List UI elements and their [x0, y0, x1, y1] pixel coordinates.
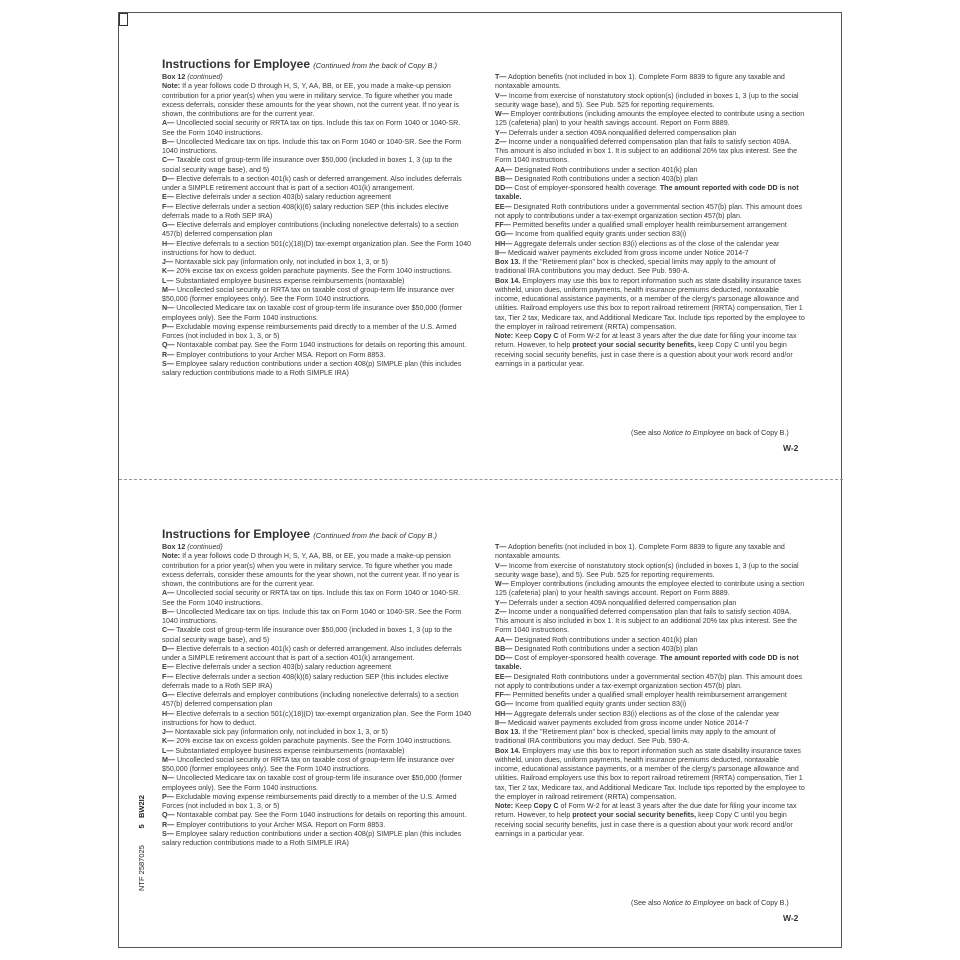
instruction-text: Adoption benefits (not included in box 1). Complete Form 8839 to figure any taxable and nontaxable amounts.: [495, 73, 785, 91]
instruction-text: Elective deferrals to a section 401(k) cash or deferred arrangement. Also includes deferrals under a SIMPLE retirement account that is part of a section 401(k) arrangement.: [162, 174, 462, 192]
instruction-item: [162, 774, 472, 793]
instruction-code: HH—: [495, 239, 513, 248]
instruction-text: Uncollected social security or RRTA tax on taxable cost of group-term life insurance over $50,000 (former employees only). See the Form 1040 instructions.: [162, 285, 455, 303]
instruction-item: [162, 156, 472, 175]
instruction-code: EE—: [495, 202, 512, 211]
instruction-text: Elective deferrals under a section 408(k)(6) salary reduction SEP (this includes elective deferrals made to a Roth SEP IRA): [162, 672, 449, 690]
heading-subtitle: (Continued from the back of Copy B.): [313, 531, 438, 540]
instruction-emphasis: Copy C: [533, 332, 559, 340]
see-also-emphasis: Notice to Employee: [662, 429, 725, 437]
instruction-item: [495, 166, 805, 175]
instruction-item: [162, 82, 472, 119]
instruction-code: HH—: [495, 709, 513, 718]
instruction-code: DD—: [495, 654, 513, 662]
instruction-text: Designated Roth contributions under a section 401(k) plan: [514, 165, 698, 174]
instruction-code: A—: [162, 119, 175, 128]
instruction-code: C—: [162, 156, 175, 165]
instruction-item: [495, 599, 805, 608]
instruction-text: Income from qualified equity grants under section 83(i): [515, 700, 687, 709]
instruction-text: Keep: [515, 332, 534, 340]
instruction-code: Note:: [162, 82, 181, 91]
instruction-code: BB—: [495, 174, 513, 183]
instruction-item: [162, 240, 472, 259]
instruction-item: [162, 747, 472, 756]
instruction-code: DD—: [495, 184, 513, 192]
instruction-text: Employer contributions (including amounts the employee elected to contribute using a section 125 (cafeteria) plan) to your health savings account. Report on Form 8889.: [495, 580, 805, 598]
instruction-item: [495, 129, 805, 138]
instruction-code: G—: [162, 691, 175, 699]
instruction-item: [162, 821, 472, 830]
instruction-text: If a year follows code D through H, S, Y, AA, BB, or EE, you made a make-up pension contribution for a prior year(s) when you were in military service. To figure whether you made excess deferrals, consider these amounts for the year shown, not the current year. If no year is shown, the contributions are for the current year.: [162, 552, 459, 588]
instruction-code: GG—: [495, 700, 514, 709]
see-also-pre: (See also: [631, 429, 663, 437]
instruction-item: [162, 830, 472, 849]
left-column: [162, 73, 472, 378]
instruction-text: Substantiated employee business expense reimbursements (nontaxable): [175, 746, 405, 755]
instruction-text: Income from exercise of nonstatutory stock option(s) (included in boxes 1, 3 (up to the social security wage base), and 5). See Pub. 525 for reporting requirements.: [495, 561, 799, 579]
side-form-code: [137, 795, 146, 891]
instruction-item: [162, 175, 472, 194]
instruction-text: Permitted benefits under a qualified small employer health reimbursement arrangement: [512, 221, 787, 229]
instruction-code: II—: [495, 718, 507, 727]
instruction-code: Note:: [495, 802, 514, 810]
instruction-item: [495, 691, 805, 700]
instruction-text: Income from exercise of nonstatutory stock option(s) (included in boxes 1, 3 (up to the social security wage base), and 5). See Pub. 525 for reporting requirements.: [495, 91, 799, 109]
instruction-item: [162, 258, 472, 267]
heading-title: Instructions for Employee: [162, 527, 311, 541]
instruction-item: [495, 221, 805, 230]
instruction-text: Excludable moving expense reimbursements paid directly to a member of the U.S. Armed Forces (not included in box 1, 3, or 5): [162, 322, 457, 340]
instruction-code: L—: [162, 276, 174, 285]
instruction-text: Substantiated employee business expense reimbursements (nontaxable): [175, 276, 405, 285]
instruction-item: [495, 719, 805, 728]
instruction-text: Income under a nonqualified deferred compensation plan that fails to satisfy section 409A. This amount is also included in box 1. It is subject to an additional 20% tax plus interest. See the Form 1040 instructions.: [495, 137, 798, 165]
instruction-text: Permitted benefits under a qualified small employer health reimbursement arrangement: [512, 691, 787, 699]
instruction-item: [495, 700, 805, 709]
instruction-text: Keep: [515, 802, 534, 810]
instruction-code: K—: [162, 267, 175, 276]
instruction-text: of Form W-2 for at least 3 years after the due date for filing your income tax return. However, to help: [495, 332, 797, 350]
instruction-text: 20% excise tax on excess golden parachute payments. See the Form 1040 instructions.: [176, 267, 452, 276]
instruction-text: If a year follows code D through H, S, Y, AA, BB, or EE, you made a make-up pension contribution for a prior year(s) when you were in military service. To figure whether you made excess deferrals, consider these amounts for the year shown, not the current year. If no year is shown, the contributions are for the current year.: [162, 82, 459, 118]
instruction-text: Cost of employer-sponsored health coverage.: [514, 654, 660, 662]
instruction-code: H—: [162, 239, 175, 248]
instruction-item: [162, 728, 472, 737]
instruction-text: Aggregate deferrals under section 83(i) elections as of the close of the calendar year: [513, 239, 780, 248]
instruction-item: [162, 645, 472, 664]
perforation-line: [119, 479, 843, 480]
instruction-item: [495, 608, 805, 636]
instruction-code: S—: [162, 829, 174, 838]
see-also-post: on back of Copy B.): [724, 899, 789, 907]
instruction-text: Employers may use this box to report information such as state disability insurance taxes withheld, union dues, uniform payments, health insurance premiums deducted, nontaxable income, educational assistance payments, or a member of the clergy's parsonage allowance and utilities. Railroad employers use this box to report railroad retirement (RRTA) compensation, Tier 1 tax, Tier 2 tax, Medicare tax, and Additional Medicare Tax. Include tips reported by the employee to the employer in railroad retirement (RRTA) compensation.: [495, 276, 805, 331]
instruction-code: A—: [162, 589, 175, 598]
instruction-text: Uncollected social security or RRTA tax on tips. Include this tax on Form 1040 or 1040-SR. See the Form 1040 instructions.: [162, 119, 461, 137]
instruction-item: [162, 710, 472, 729]
instructions-panel-bottom: [119, 483, 843, 943]
instruction-text: Elective deferrals to a section 401(k) cash or deferred arrangement. Also includes deferrals under a SIMPLE retirement account that is part of a section 401(k) arrangement.: [162, 644, 462, 662]
instruction-text: Cost of employer-sponsored health coverage.: [514, 184, 660, 192]
instruction-code: BB—: [495, 644, 513, 653]
instruction-item: [162, 608, 472, 627]
instruction-text: Designated Roth contributions under a section 401(k) plan: [514, 635, 698, 644]
instruction-item: [495, 543, 805, 562]
instruction-text: Employer contributions to your Archer MSA. Report on Form 8853.: [176, 820, 386, 829]
instruction-code: V—: [495, 91, 507, 100]
instruction-code: E—: [162, 663, 174, 672]
instruction-item: [162, 691, 472, 710]
instruction-code: B—: [162, 137, 175, 146]
instruction-item: [162, 360, 472, 379]
instruction-code: P—: [162, 792, 174, 801]
instruction-code: Box 12: [162, 73, 186, 81]
instruction-code: T—: [495, 543, 507, 551]
instruction-text: Nontaxable sick pay (information only, not included in box 1, 3, or 5): [175, 258, 388, 266]
side-product-code: BW2I2: [137, 795, 146, 819]
see-also-post: on back of Copy B.): [724, 429, 789, 437]
instruction-code: C—: [162, 626, 175, 635]
instruction-text: Income from qualified equity grants under section 83(i): [515, 230, 687, 239]
instruction-text: of Form W-2 for at least 3 years after the due date for filing your income tax return. However, to help: [495, 802, 797, 820]
see-also-note: [631, 429, 789, 437]
instruction-code: M—: [162, 285, 176, 294]
instruction-item: [495, 332, 805, 369]
instruction-code: W—: [495, 580, 509, 588]
instruction-item: [162, 304, 472, 323]
instruction-item: [495, 258, 805, 277]
heading-title: Instructions for Employee: [162, 57, 311, 71]
instruction-code: K—: [162, 737, 175, 746]
instruction-text: Designated Roth contributions under a governmental section 457(b) plan. This amount does not apply to contributions under a tax-exempt organization section 457(b) plan.: [495, 672, 803, 690]
instruction-code: V—: [495, 561, 507, 570]
instruction-text: Employers may use this box to report information such as state disability insurance taxes withheld, union dues, uniform payments, health insurance premiums deducted, nontaxable income, educational assistance payments, or a member of the clergy's parsonage allowance and utilities. Railroad employers use this box to report railroad retirement (RRTA) compensation, Tier 1 tax, Tier 2 tax, Medicare tax, and Additional Medicare Tax. Include tips reported by the employee to the employer in railroad retirement (RRTA) compensation.: [495, 746, 805, 801]
instruction-item: [495, 645, 805, 654]
instruction-text: If the "Retirement plan" box is checked, special limits may apply to the amount of traditional IRA contributions you may deduct. See Pub. 590-A.: [495, 728, 776, 746]
instruction-text: keep Copy C until you begin receiving social security benefits, just in case there is a question about your work record and/or earnings in a particular year.: [495, 341, 793, 368]
instruction-text: Elective deferrals and employer contributions (including nonelective deferrals) to a section 457(b) deferred compensation plan: [162, 221, 459, 239]
instruction-text: Taxable cost of group-term life insurance over $50,000 (included in boxes 1, 3 (up to the social security wage base), and 5): [162, 156, 453, 174]
instruction-item: [162, 119, 472, 138]
instruction-code: N—: [162, 304, 175, 313]
instruction-text: Taxable cost of group-term life insurance over $50,000 (included in boxes 1, 3 (up to the social security wage base), and 5): [162, 626, 453, 644]
instruction-text: Nontaxable combat pay. See the Form 1040 instructions for details on reporting this amount.: [176, 811, 467, 820]
instruction-item: [495, 654, 805, 673]
instruction-text: Uncollected Medicare tax on tips. Include this tax on Form 1040 or 1040-SR. See the Form 1040 instructions.: [162, 607, 462, 625]
instruction-code: Box 12: [162, 543, 186, 551]
instruction-item: [162, 323, 472, 342]
instruction-item: [495, 802, 805, 839]
instruction-text: Deferrals under a section 409A nonqualified deferred compensation plan: [508, 128, 737, 137]
instruction-code: P—: [162, 322, 174, 331]
instruction-item: [495, 110, 805, 129]
instruction-item: [495, 580, 805, 599]
panel-heading: [162, 57, 437, 71]
heading-subtitle: (Continued from the back of Copy B.): [313, 61, 438, 70]
instruction-code: T—: [495, 73, 507, 81]
instruction-code: M—: [162, 755, 176, 764]
instruction-code: AA—: [495, 635, 513, 644]
see-also-emphasis: Notice to Employee: [662, 899, 725, 907]
instruction-text: Elective deferrals to a section 501(c)(18)(D) tax-exempt organization plan. See the Form 1040 instructions for how to deduct.: [162, 709, 472, 727]
instruction-emphasis: The amount reported with code DD is not taxable.: [495, 184, 799, 202]
instruction-code: W—: [495, 110, 509, 118]
side-part-number: 5: [137, 824, 146, 829]
instruction-item: [495, 728, 805, 747]
instruction-item: [495, 562, 805, 581]
instruction-text: Elective deferrals under a section 408(k)(6) salary reduction SEP (this includes elective deferrals made to a Roth SEP IRA): [162, 202, 449, 220]
see-also-note: [631, 899, 789, 907]
instruction-item: [162, 73, 472, 82]
instruction-code: R—: [162, 350, 175, 359]
instruction-item: [495, 710, 805, 719]
instruction-item: [162, 663, 472, 672]
instruction-item: [162, 756, 472, 775]
instruction-code: N—: [162, 774, 175, 783]
instruction-text: Income under a nonqualified deferred compensation plan that fails to satisfy section 409A. This amount is also included in box 1. It is subject to an additional 20% tax plus interest. See the Form 1040 instructions.: [495, 607, 798, 635]
instruction-item: [495, 230, 805, 239]
instructions-panel-top: [119, 13, 843, 473]
instruction-item: [495, 92, 805, 111]
instruction-text: Elective deferrals to a section 501(c)(18)(D) tax-exempt organization plan. See the Form 1040 instructions for how to deduct.: [162, 239, 472, 257]
instruction-code: Note:: [162, 552, 181, 561]
instruction-text: (continued): [187, 543, 223, 551]
form-label: W-2: [783, 913, 799, 923]
instruction-item: [162, 737, 472, 746]
instruction-code: J—: [162, 258, 174, 266]
instruction-item: [162, 589, 472, 608]
see-also-pre: (See also: [631, 899, 663, 907]
instruction-text: Employer contributions to your Archer MSA. Report on Form 8853.: [176, 350, 386, 359]
instruction-code: EE—: [495, 672, 512, 681]
right-column: [495, 543, 805, 839]
instruction-code: R—: [162, 820, 175, 829]
instruction-item: [162, 203, 472, 222]
right-column: [495, 73, 805, 369]
instruction-item: [162, 138, 472, 157]
instruction-item: [495, 249, 805, 258]
instruction-item: [162, 193, 472, 202]
instruction-text: Adoption benefits (not included in box 1). Complete Form 8839 to figure any taxable and nontaxable amounts.: [495, 543, 785, 561]
instruction-text: Nontaxable sick pay (information only, not included in box 1, 3, or 5): [175, 728, 388, 736]
instruction-item: [162, 277, 472, 286]
panel-heading: [162, 527, 437, 541]
instruction-item: [162, 341, 472, 350]
instruction-emphasis: protect your social security benefits,: [572, 811, 697, 820]
instruction-code: Box 13.: [495, 728, 521, 736]
instruction-code: B—: [162, 607, 175, 616]
instruction-code: Q—: [162, 341, 175, 350]
instruction-text: Elective deferrals under a section 403(b) salary reduction agreement: [175, 663, 392, 672]
instruction-text: Employee salary reduction contributions under a section 408(p) SIMPLE plan (this includes salary reduction contributions made to a Roth SIMPLE IRA): [162, 359, 462, 377]
instruction-item: [162, 673, 472, 692]
instruction-code: D—: [162, 174, 175, 183]
instruction-code: J—: [162, 728, 174, 736]
instruction-item: [495, 673, 805, 692]
instruction-text: Uncollected Medicare tax on taxable cost of group-term life insurance over $50,000 (former employees only). See the Form 1040 instructions.: [162, 304, 463, 322]
instruction-item: [495, 240, 805, 249]
instruction-item: [495, 138, 805, 166]
instruction-text: (continued): [187, 73, 223, 81]
instruction-item: [162, 351, 472, 360]
instruction-text: Nontaxable combat pay. See the Form 1040 instructions for details on reporting this amount.: [176, 341, 467, 350]
instruction-code: Box 14.: [495, 276, 521, 285]
instruction-code: L—: [162, 746, 174, 755]
instruction-code: E—: [162, 193, 174, 202]
w2-instruction-sheet: [118, 12, 842, 948]
instruction-code: FF—: [495, 221, 511, 229]
instruction-text: Deferrals under a section 409A nonqualified deferred compensation plan: [508, 598, 737, 607]
instruction-emphasis: The amount reported with code DD is not taxable.: [495, 654, 799, 672]
instruction-code: D—: [162, 644, 175, 653]
instruction-code: F—: [162, 202, 174, 211]
instruction-item: [162, 286, 472, 305]
instruction-text: Excludable moving expense reimbursements paid directly to a member of the U.S. Armed Forces (not included in box 1, 3, or 5): [162, 792, 457, 810]
instruction-text: Employee salary reduction contributions under a section 408(p) SIMPLE plan (this includes salary reduction contributions made to a Roth SIMPLE IRA): [162, 829, 462, 847]
instruction-code: Y—: [495, 128, 507, 137]
instruction-item: [162, 811, 472, 820]
instruction-code: F—: [162, 672, 174, 681]
instruction-emphasis: protect your social security benefits,: [572, 341, 697, 350]
instruction-item: [495, 175, 805, 184]
form-label: W-2: [783, 443, 799, 453]
instruction-item: [495, 203, 805, 222]
instruction-code: G—: [162, 221, 175, 229]
instruction-text: Employer contributions (including amounts the employee elected to contribute using a section 125 (cafeteria) plan) to your health savings account. Report on Form 8889.: [495, 110, 805, 128]
instruction-code: Q—: [162, 811, 175, 820]
instruction-text: If the "Retirement plan" box is checked, special limits may apply to the amount of traditional IRA contributions you may deduct. See Pub. 590-A.: [495, 258, 776, 276]
instruction-code: GG—: [495, 230, 514, 239]
instruction-text: Uncollected social security or RRTA tax on taxable cost of group-term life insurance over $50,000 (former employees only). See the Form 1040 instructions.: [162, 755, 455, 773]
instruction-text: Uncollected Medicare tax on tips. Include this tax on Form 1040 or 1040-SR. See the Form 1040 instructions.: [162, 137, 462, 155]
instruction-text: Uncollected social security or RRTA tax on tips. Include this tax on Form 1040 or 1040-SR. See the Form 1040 instructions.: [162, 589, 461, 607]
instruction-text: Elective deferrals and employer contributions (including nonelective deferrals) to a section 457(b) deferred compensation plan: [162, 691, 459, 709]
left-column: [162, 543, 472, 848]
instruction-code: II—: [495, 248, 507, 257]
instruction-item: [162, 543, 472, 552]
instruction-item: [495, 277, 805, 333]
instruction-text: Designated Roth contributions under a section 403(b) plan: [514, 174, 698, 183]
instruction-text: keep Copy C until you begin receiving social security benefits, just in case there is a question about your work record and/or earnings in a particular year.: [495, 811, 793, 838]
instruction-text: Designated Roth contributions under a governmental section 457(b) plan. This amount does not apply to contributions under a tax-exempt organization section 457(b) plan.: [495, 202, 803, 220]
instruction-item: [495, 73, 805, 92]
instruction-item: [495, 636, 805, 645]
instruction-emphasis: Copy C: [533, 802, 559, 810]
instruction-code: Box 13.: [495, 258, 521, 266]
instruction-code: H—: [162, 709, 175, 718]
instruction-code: Z—: [495, 137, 507, 146]
instruction-code: Z—: [495, 607, 507, 616]
instruction-text: Uncollected Medicare tax on taxable cost of group-term life insurance over $50,000 (former employees only). See the Form 1040 instructions.: [162, 774, 463, 792]
instruction-item: [162, 267, 472, 276]
instruction-text: 20% excise tax on excess golden parachute payments. See the Form 1040 instructions.: [176, 737, 452, 746]
instruction-item: [162, 221, 472, 240]
instruction-text: Medicaid waiver payments excluded from gross income under Notice 2014-7: [508, 718, 749, 727]
instruction-code: Y—: [495, 598, 507, 607]
instruction-text: Designated Roth contributions under a section 403(b) plan: [514, 644, 698, 653]
instruction-item: [162, 552, 472, 589]
instruction-code: AA—: [495, 165, 513, 174]
instruction-text: Aggregate deferrals under section 83(i) elections as of the close of the calendar year: [513, 709, 780, 718]
instruction-code: FF—: [495, 691, 511, 699]
instruction-item: [162, 793, 472, 812]
instruction-code: Box 14.: [495, 746, 521, 755]
instruction-item: [495, 184, 805, 203]
instruction-text: Elective deferrals under a section 403(b) salary reduction agreement: [175, 193, 392, 202]
instruction-text: Medicaid waiver payments excluded from gross income under Notice 2014-7: [508, 248, 749, 257]
instruction-code: S—: [162, 359, 174, 368]
instruction-item: [162, 626, 472, 645]
instruction-code: Note:: [495, 332, 514, 340]
side-ntf-number: NTF 2587025: [137, 845, 146, 891]
instruction-item: [495, 747, 805, 803]
